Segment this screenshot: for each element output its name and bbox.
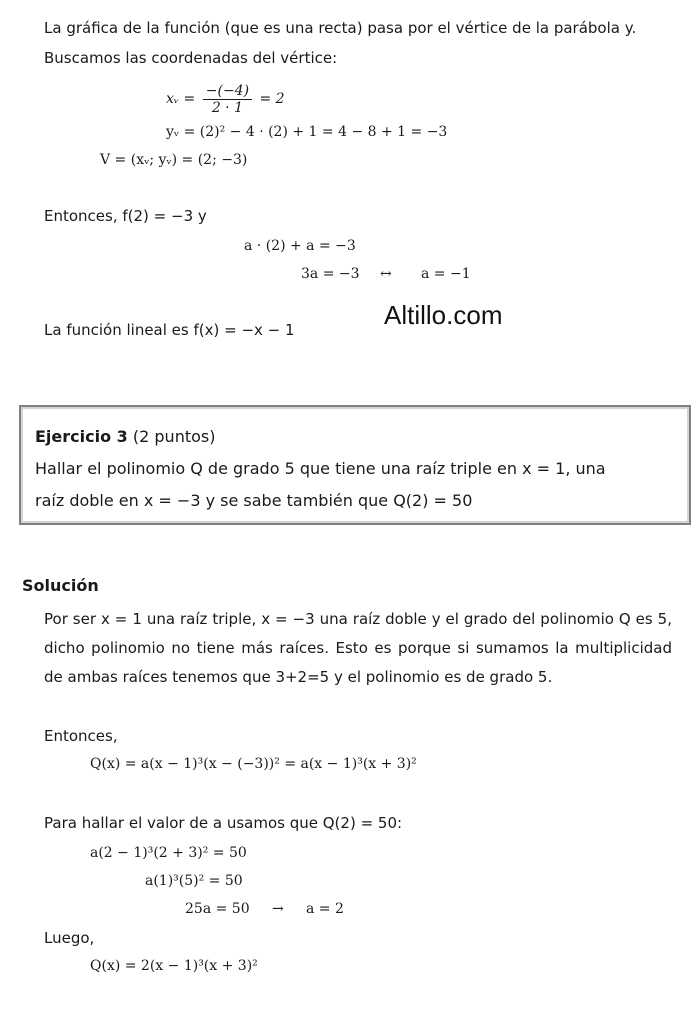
exercise-line-2: raíz doble en x = −3 y se sabe también que Q(2) = 50	[35, 491, 473, 510]
then-equation-1: a · (2) + a = −3	[244, 238, 356, 254]
intro-line-1: La gráfica de la función (que es una recta) pasa por el vértice de la parábola y.	[44, 19, 637, 37]
then-line: Entonces, f(2) = −3 y	[44, 207, 207, 225]
solution-luego: Luego,	[44, 929, 95, 947]
step-2: a(1)³(5)² = 50	[145, 873, 243, 889]
step-3-right: a = 2	[306, 901, 344, 917]
exercise-points: (2 puntos)	[132, 427, 216, 446]
exercise-heading	[35, 427, 215, 446]
then-equation-2-right: a = −1	[421, 266, 471, 282]
iff-arrow-icon: ↔	[380, 266, 392, 282]
solution-entonces: Entonces,	[44, 727, 118, 745]
then-equation-2-left: 3a = −3	[301, 266, 360, 282]
altillo-watermark: Altillo.com	[384, 300, 503, 330]
solution-paragraph: Por ser x = 1 una raíz triple, x = −3 una raíz doble y el grado del polinomio Q es 5, dicho polinomio no tiene más raíces. Esto es porque si sumamos la multiplicidad de ambas raíces tenemos que 3+2=5 y el polinomio es de grado 5.	[44, 610, 672, 686]
intro-line-2: Buscamos las coordenadas del vértice:	[44, 49, 338, 67]
exercise-box	[19, 405, 691, 525]
xv-denominator: 2 · 1	[211, 99, 243, 116]
xv-rhs: = 2	[259, 91, 285, 107]
solution-title: Solución	[22, 576, 99, 595]
q-final-form: Q(x) = 2(x − 1)³(x + 3)²	[90, 958, 258, 974]
solution-para-2: Para hallar el valor de a usamos que Q(2) = 50:	[44, 814, 403, 832]
step-3-left: 25a = 50	[185, 901, 250, 917]
vertex-point: V = (xᵥ; yᵥ) = (2; −3)	[100, 152, 248, 168]
implies-arrow-icon: →	[272, 901, 284, 917]
xv-fraction	[203, 83, 252, 116]
xv-numerator: −(−4)	[203, 83, 252, 100]
linear-function-line: La función lineal es f(x) = −x − 1	[44, 321, 295, 339]
xv-equation	[166, 78, 285, 120]
q-general-form: Q(x) = a(x − 1)³(x − (−3))² = a(x − 1)³(x + 3)²	[90, 756, 417, 772]
exercise-title: Ejercicio 3	[35, 427, 128, 446]
xv-lhs: xᵥ =	[166, 91, 196, 107]
step-1: a(2 − 1)³(2 + 3)² = 50	[90, 845, 247, 861]
exercise-line-1: Hallar el polinomio Q de grado 5 que tiene una raíz triple en x = 1, una	[35, 459, 606, 478]
yv-equation: yᵥ = (2)² − 4 · (2) + 1 = 4 − 8 + 1 = −3	[166, 124, 448, 140]
